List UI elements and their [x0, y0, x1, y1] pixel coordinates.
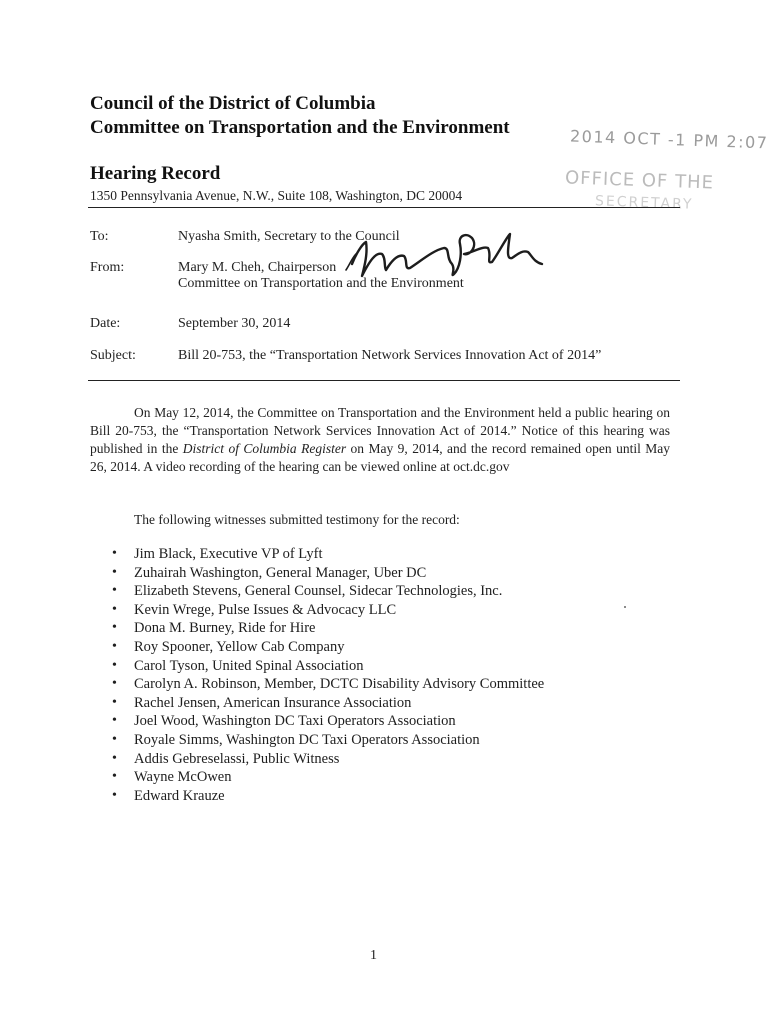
summary-text-part-1: On May 12, 2014, the Committee on Transportation and the Environment held a public hearing on Bill 20-753, the “Transportation Network Services Innovation Act of 2014.” Notice of this hearing was published in the: [90, 405, 670, 456]
received-stamp-date: 2014 OCT -1 PM 2:07: [569, 126, 769, 153]
witness-item: • Rachel Jensen, American Insurance Association: [112, 694, 544, 713]
from-label: From:: [90, 260, 125, 275]
witness-item: • Carolyn A. Robinson, Member, DCTC Disability Advisory Committee: [112, 675, 544, 694]
witness-item: • Wayne McOwen: [112, 768, 544, 787]
hearing-summary-paragraph: [90, 404, 670, 476]
witness-item: • Jim Black, Executive VP of Lyft: [112, 545, 544, 564]
witness-item: • Kevin Wrege, Pulse Issues & Advocacy LLC: [112, 601, 544, 620]
register-title: District of Columbia Register: [182, 441, 347, 456]
document-title: Hearing Record: [90, 163, 221, 184]
witness-item: • Royale Simms, Washington DC Taxi Operators Association: [112, 731, 544, 750]
from-committee: Committee on Transportation and the Environment: [178, 276, 464, 291]
memo-divider: [88, 380, 680, 381]
page-number: 1: [370, 948, 377, 963]
witness-item: • Dona M. Burney, Ride for Hire: [112, 619, 544, 638]
witness-list: [112, 545, 544, 805]
council-name: Council of the District of Columbia: [90, 93, 376, 114]
subject-value: Bill 20-753, the “Transportation Network Services Innovation Act of 2014”: [178, 348, 602, 363]
date-label: Date:: [90, 316, 121, 331]
scan-speck: [624, 606, 626, 608]
committee-name: Committee on Transportation and the Environment: [90, 117, 510, 138]
from-name: Mary M. Cheh, Chairperson: [178, 260, 337, 275]
subject-label: Subject:: [90, 348, 136, 363]
witness-item: • Elizabeth Stevens, General Counsel, Sidecar Technologies, Inc.: [112, 582, 544, 601]
received-stamp-secretary: SECRETARY: [594, 193, 694, 213]
to-label: To:: [90, 229, 109, 244]
witness-item: • Addis Gebreselassi, Public Witness: [112, 750, 544, 769]
witness-item: • Carol Tyson, United Spinal Association: [112, 657, 544, 676]
committee-address: 1350 Pennsylvania Avenue, N.W., Suite 108, Washington, DC 20004: [90, 188, 463, 203]
header-divider: [88, 207, 680, 208]
witness-intro: The following witnesses submitted testimony for the record:: [134, 512, 460, 527]
to-value: Nyasha Smith, Secretary to the Council: [178, 229, 400, 244]
witness-item: • Roy Spooner, Yellow Cab Company: [112, 638, 544, 657]
received-stamp-office: OFFICE OF THE: [564, 167, 715, 194]
witness-item: • Zuhairah Washington, General Manager, Uber DC: [112, 564, 544, 583]
witness-item: • Joel Wood, Washington DC Taxi Operators Association: [112, 712, 544, 731]
summary-text-part-2: on May 9, 2014, and the record remained open until May 26, 2014. A video recording of the hearing can be viewed online at oct.dc.gov: [90, 441, 671, 474]
letterhead: [90, 92, 510, 140]
witness-item: • Edward Krauze: [112, 787, 544, 806]
date-value: September 30, 2014: [178, 316, 291, 331]
chairperson-signature: [342, 224, 552, 284]
